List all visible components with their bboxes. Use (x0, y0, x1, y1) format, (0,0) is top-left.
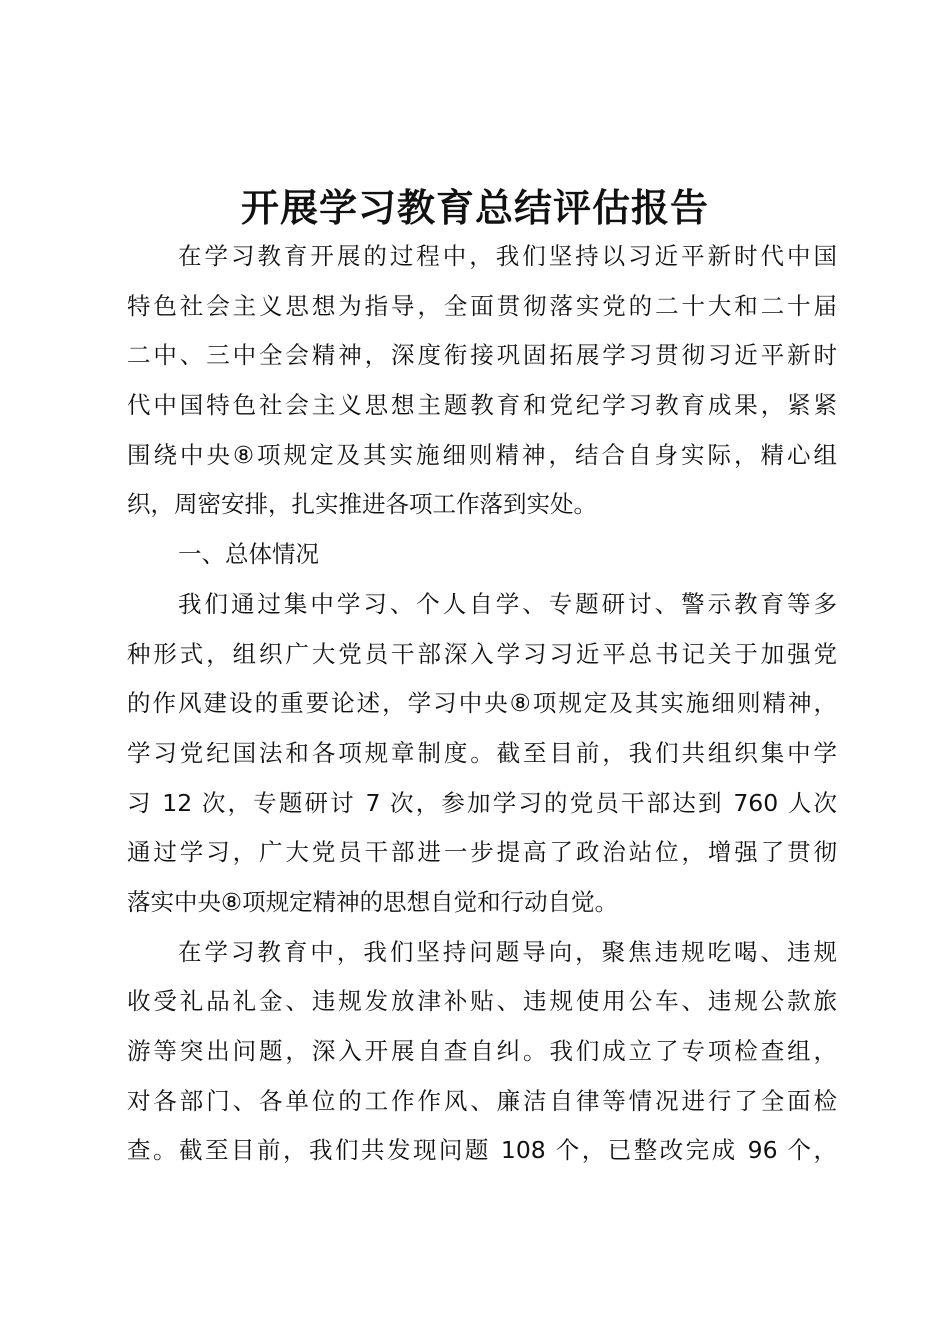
text-line: 我们通过集中学习、个人自学、专题研讨、警示教育等多 (178, 589, 837, 618)
paragraph-study (127, 580, 837, 928)
text-line: 织，周密安排，扎实推进各项工作落到实处。 (127, 490, 597, 519)
text-line: 代中国特色社会主义思想主题教育和党纪学习教育成果，紧紧 (127, 391, 837, 420)
text-line: 在学习教育中，我们坚持问题导向，聚焦违规吃喝、违规 (178, 937, 837, 966)
text-line: 通过学习，广大党员干部进一步提高了政治站位，增强了贯彻 (127, 838, 837, 867)
text-line: 落实中央⑧项规定精神的思想自觉和行动自觉。 (127, 887, 619, 916)
section-heading: 一、总体情况 (178, 540, 319, 569)
text-line: 的作风建设的重要论述，学习中央⑧项规定及其实施细则精神， (127, 689, 837, 718)
text-line: 对各部门、各单位的工作作风、廉洁自律等情况进行了全面检 (127, 1086, 837, 1115)
text-line: 学习党纪国法和各项规章制度。截至目前，我们共组织集中学 (127, 738, 837, 767)
document-title: 开展学习教育总结评估报告 (240, 185, 709, 230)
text-line: 二中、三中全会精神，深度衔接巩固拓展学习贯彻习近平新时 (127, 341, 837, 370)
text-line: 游等突出问题，深入开展自查自纠。我们成立了专项检查组， (127, 1037, 837, 1065)
text-line: 查。截至目前，我们共发现问题 108 个，已整改完成 96 个， (127, 1136, 837, 1165)
text-line: 收受礼品礼金、违规发放津补贴、违规使用公车、违规公款旅 (127, 987, 837, 1016)
section-heading-overview (127, 530, 837, 580)
text-line: 种形式，组织广大党员干部深入学习习近平总书记关于加强党 (127, 639, 837, 668)
text-line: 习 12 次，专题研讨 7 次，参加学习的党员干部达到 760 人次 (127, 788, 837, 817)
document-body (127, 232, 837, 1176)
text-line: 在学习教育开展的过程中，我们坚持以习近平新时代中国 (178, 242, 837, 270)
paragraph-intro (127, 232, 837, 530)
text-line: 围绕中央⑧项规定及其实施细则精神，结合自身实际，精心组 (127, 440, 837, 469)
text-line: 特色社会主义思想为指导，全面贯彻落实党的二十大和二十届 (127, 291, 837, 320)
paragraph-problems (127, 928, 837, 1176)
